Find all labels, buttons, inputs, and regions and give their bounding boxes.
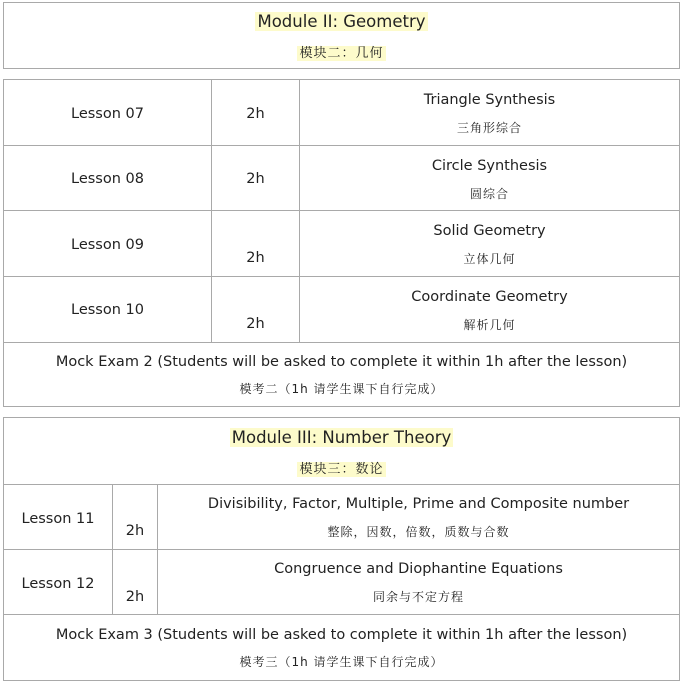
table-row — [4, 301, 211, 319]
lesson-hours: 2h — [246, 250, 265, 266]
module2-header — [3, 2, 680, 69]
lesson-topic: Solid Geometry — [433, 223, 546, 239]
lesson-label: Lesson 09 — [71, 237, 144, 253]
lesson-topic-zh: 三角形综合 — [456, 121, 522, 135]
lesson-hours: 2h — [246, 171, 265, 187]
module2-title: Module II: Geometry — [257, 12, 426, 31]
lesson-topic-zh: 整除，因数，倍数，质数与合数 — [327, 525, 510, 539]
module2-table — [3, 79, 680, 407]
lesson-topic: Divisibility, Factor, Multiple, Prime and Composite number — [207, 496, 630, 512]
module3-title-zh: 模块三：数论 — [299, 462, 384, 477]
mock-exam-label-zh: 模考三（1h 请学生课下自行完成） — [239, 655, 444, 669]
lesson-hours: 2h — [246, 316, 265, 332]
mock-exam-label-zh: 模考二（1h 请学生课下自行完成） — [239, 382, 444, 396]
lesson-topic-zh: 立体几何 — [463, 252, 516, 266]
lesson-topic: Circle Synthesis — [431, 158, 548, 174]
lesson-label: Lesson 07 — [71, 106, 144, 122]
lesson-label: Lesson 11 — [21, 511, 95, 527]
lesson-label: Lesson 10 — [71, 302, 144, 318]
lesson-topic: Congruence and Diophantine Equations — [274, 561, 563, 577]
lesson-hours: 2h — [125, 589, 145, 605]
module3-table — [3, 417, 680, 681]
mock-exam-label: Mock Exam 3 (Students will be asked to complete it within 1h after the lesson) — [55, 627, 628, 643]
table-row — [4, 170, 211, 188]
lesson-topic-zh: 解析几何 — [463, 318, 516, 332]
table-row — [4, 236, 211, 254]
module3-title: Module III: Number Theory — [231, 428, 452, 447]
lesson-hours: 2h — [125, 523, 145, 539]
lesson-topic: Coordinate Geometry — [411, 289, 568, 305]
lesson-label: Lesson 12 — [21, 576, 95, 592]
lesson-topic-zh: 同余与不定方程 — [372, 590, 464, 604]
lesson-label: Lesson 08 — [71, 171, 144, 187]
table-row — [4, 575, 112, 593]
lesson-topic-zh: 圆综合 — [469, 187, 509, 201]
module2-title-zh: 模块二：几何 — [299, 46, 384, 61]
table-row — [4, 105, 211, 123]
table-row — [4, 510, 112, 528]
lesson-hours: 2h — [246, 106, 265, 122]
lesson-topic: Triangle Synthesis — [423, 92, 556, 108]
mock-exam-label: Mock Exam 2 (Students will be asked to complete it within 1h after the lesson) — [55, 354, 628, 370]
